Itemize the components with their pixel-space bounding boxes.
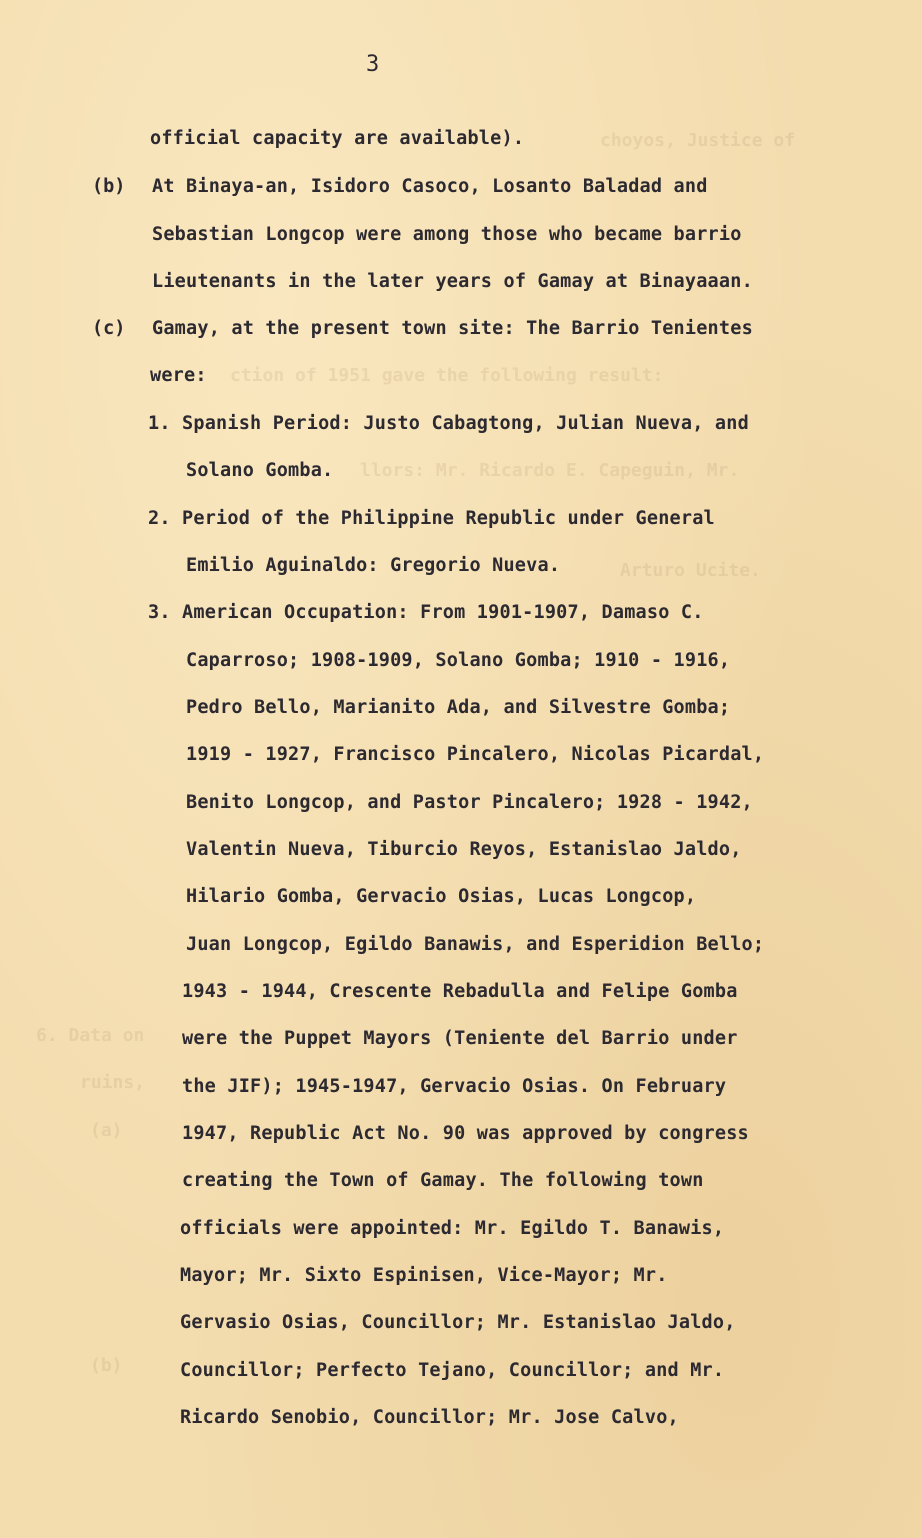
text-line: Sebastian Longcop were among those who became barrio (152, 224, 742, 245)
text-line: Gamay, at the present town site: The Barrio Tenientes (152, 318, 753, 339)
text-line: Pedro Bello, Marianito Ada, and Silvestre Gomba; (186, 697, 731, 718)
text-line: 1. Spanish Period: Justo Cabagtong, Julian Nueva, and (148, 413, 749, 434)
text-line: official capacity are available). (150, 128, 525, 149)
page-number: 3 (366, 52, 380, 77)
text-line: Gervasio Osias, Councillor; Mr. Estanislao Jaldo, (180, 1312, 736, 1333)
text-line: 1947, Republic Act No. 90 was approved by congress (182, 1123, 749, 1144)
text-line: Benito Longcop, and Pastor Pincalero; 1928 - 1942, (186, 792, 753, 813)
text-line: Lieutenants in the later years of Gamay at Binayaaan. (152, 271, 753, 292)
text-line: Councillor; Perfecto Tejano, Councillor; and Mr. (180, 1360, 725, 1381)
item-marker-c: (c) (92, 318, 126, 339)
text-line: officials were appointed: Mr. Egildo T. Banawis, (180, 1218, 725, 1239)
bleed-through-text: ction of 1951 gave the following result: (230, 365, 664, 386)
text-line: At Binaya-an, Isidoro Casoco, Losanto Baladad and (152, 176, 708, 197)
text-line: Solano Gomba. (186, 460, 334, 481)
text-line: Valentin Nueva, Tiburcio Reyos, Estanislao Jaldo, (186, 839, 742, 860)
text-line: 1943 - 1944, Crescente Rebadulla and Felipe Gomba (182, 981, 738, 1002)
bleed-through-text: (b) (90, 1355, 123, 1376)
text-line: Mayor; Mr. Sixto Espinisen, Vice-Mayor; Mr. (180, 1265, 668, 1286)
text-line: Emilio Aguinaldo: Gregorio Nueva. (186, 555, 561, 576)
bleed-through-text: Arturo Ucite. (620, 560, 761, 581)
text-line: Hilario Gomba, Gervacio Osias, Lucas Longcop, (186, 886, 697, 907)
text-line: were: (150, 365, 207, 386)
text-line: Caparroso; 1908-1909, Solano Gomba; 1910 - 1916, (186, 650, 731, 671)
bleed-through-text: ruins, (80, 1072, 146, 1093)
text-line: 1919 - 1927, Francisco Pincalero, Nicolas Picardal, (186, 744, 765, 765)
text-line: 3. American Occupation: From 1901-1907, Damaso C. (148, 602, 704, 623)
bleed-through-text: llors: Mr. Ricardo E. Capeguin, Mr. (360, 460, 740, 481)
item-marker-b: (b) (92, 176, 126, 197)
text-line: were the Puppet Mayors (Teniente del Barrio under (182, 1028, 738, 1049)
text-line: creating the Town of Gamay. The following town (182, 1170, 704, 1191)
text-line: the JIF); 1945-1947, Gervacio Osias. On February (182, 1076, 727, 1097)
bleed-through-text: (a) (90, 1120, 123, 1141)
text-line: Juan Longcop, Egildo Banawis, and Esperidion Bello; (186, 934, 765, 955)
bleed-through-text: choyos, Justice of (600, 130, 796, 151)
bleed-through-text: 6. Data on (36, 1025, 145, 1046)
text-line: 2. Period of the Philippine Republic under General (148, 508, 715, 529)
text-line: Ricardo Senobio, Councillor; Mr. Jose Calvo, (180, 1407, 679, 1428)
